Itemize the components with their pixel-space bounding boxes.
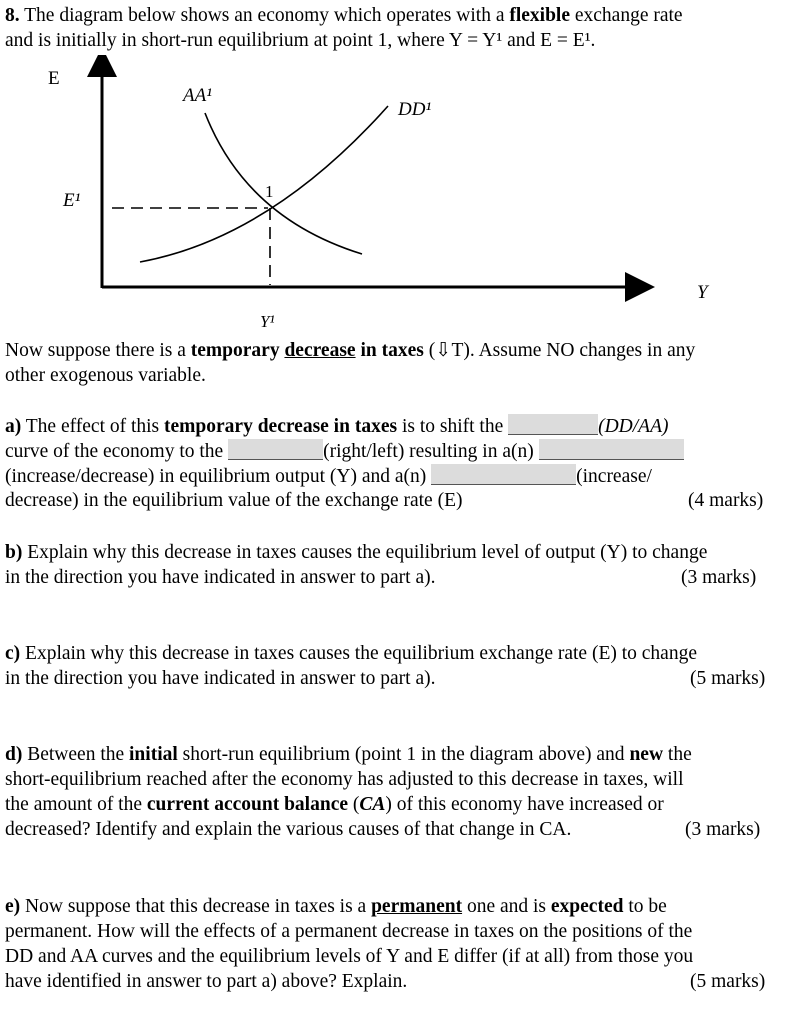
part-d-text: ) of this economy have increased or xyxy=(385,794,664,815)
part-e-marks: (5 marks) xyxy=(690,971,766,992)
part-a-line-3 xyxy=(5,464,652,489)
part-c-line-2: in the direction you have indicated in answer to part a). xyxy=(5,668,436,689)
part-d-line-3 xyxy=(5,793,664,817)
part-a-marks: (4 marks) xyxy=(688,490,764,511)
point-label: 1 xyxy=(265,182,274,201)
ca-bold-italic: CA xyxy=(359,794,386,815)
part-c-marks: (5 marks) xyxy=(690,668,766,689)
part-d-text: the amount of the xyxy=(5,794,147,815)
question-number: 8. xyxy=(5,5,20,26)
part-d-text: Between the xyxy=(22,744,130,765)
scenario-text: Now suppose there is a xyxy=(5,340,191,361)
in-taxes-bold: in taxes xyxy=(355,340,424,361)
part-a-bold: temporary decrease in taxes xyxy=(164,416,398,437)
temporary-bold: temporary xyxy=(190,340,280,361)
intro-text: exchange rate xyxy=(570,5,683,26)
part-a-text: curve of the economy to the xyxy=(5,441,229,462)
part-d-text: short-run equilibrium (point 1 in the diagram above) and xyxy=(177,744,630,765)
part-e-line-2: permanent. How will the effects of a permanent decrease in taxes on the positions of the xyxy=(5,921,693,942)
part-b-marks: (3 marks) xyxy=(681,567,757,588)
part-c-label: c) xyxy=(5,643,21,664)
decrease-bold-underline: decrease xyxy=(284,340,356,361)
part-d-text: ( xyxy=(348,794,360,815)
part-a-text: The effect of this xyxy=(21,416,165,437)
part-e-text: one and is xyxy=(462,896,551,917)
part-c-line-1 xyxy=(5,642,697,666)
answer-blank-exchange-rate[interactable] xyxy=(431,464,576,485)
part-b-line-1 xyxy=(5,541,707,565)
answer-blank-direction[interactable] xyxy=(228,439,323,460)
initial-bold: initial xyxy=(129,744,178,765)
part-e-line-3: DD and AA curves and the equilibrium levels of Y and E differ (if at all) from those you xyxy=(5,946,694,967)
y-axis-label: Y xyxy=(697,282,708,303)
answer-blank-output[interactable] xyxy=(539,439,684,460)
aa-label: AA¹ xyxy=(183,85,212,106)
scenario-line-1 xyxy=(5,339,695,363)
part-a-line-4: decrease) in the equilibrium value of the exchange rate (E) xyxy=(5,490,463,511)
e1-label: E¹ xyxy=(63,190,81,211)
answer-blank-curve[interactable] xyxy=(508,414,598,435)
part-a-line-2 xyxy=(5,439,684,464)
scenario-line-2: other exogenous variable. xyxy=(5,365,206,386)
part-a-text: (increase/ xyxy=(576,466,652,487)
e-axis-label: E xyxy=(48,68,60,89)
scenario-text: (⇩T). Assume NO changes in any xyxy=(423,340,696,361)
part-e-text: to be xyxy=(623,896,667,917)
part-a-text: (DD/AA) xyxy=(598,416,669,437)
part-a-line-1 xyxy=(5,414,669,439)
question-intro-line-1 xyxy=(5,4,683,28)
part-d-line-4: decreased? Identify and explain the various causes of that change in CA. xyxy=(5,819,572,840)
part-a-text: is to shift the xyxy=(397,416,509,437)
expected-bold: expected xyxy=(550,896,624,917)
current-account-bold: current account balance xyxy=(146,794,349,815)
intro-text: The diagram below shows an economy which operates with a xyxy=(19,5,510,26)
part-e-line-4: have identified in answer to part a) above? Explain. xyxy=(5,971,408,992)
part-e-text: Now suppose that this decrease in taxes is a xyxy=(20,896,372,917)
part-c-text: Explain why this decrease in taxes causes the equilibrium exchange rate (E) to change xyxy=(20,643,697,664)
part-d-label: d) xyxy=(5,744,23,765)
part-b-line-2: in the direction you have indicated in answer to part a). xyxy=(5,567,436,588)
part-a-label: a) xyxy=(5,416,22,437)
part-e-line-1 xyxy=(5,895,667,919)
dd-label: DD¹ xyxy=(398,99,432,120)
part-d-marks: (3 marks) xyxy=(685,819,761,840)
new-bold: new xyxy=(629,744,664,765)
part-d-line-1 xyxy=(5,743,692,767)
ad-aa-diagram xyxy=(0,55,802,385)
part-b-text: Explain why this decrease in taxes causes the equilibrium level of output (Y) to change xyxy=(22,542,708,563)
part-e-label: e) xyxy=(5,896,21,917)
part-a-text: (increase/decrease) in equilibrium output (Y) and a(n) xyxy=(5,466,432,487)
y1-label: Y¹ xyxy=(260,312,275,331)
dd-curve xyxy=(140,106,388,262)
part-d-line-2: short-equilibrium reached after the economy has adjusted to this decrease in taxes, will xyxy=(5,769,684,790)
permanent-bold-underline: permanent xyxy=(371,896,463,917)
part-a-text: (right/left) resulting in a(n) xyxy=(323,441,539,462)
question-intro-line-2: and is initially in short-run equilibrium at point 1, where Y = Y¹ and E = E¹. xyxy=(5,30,596,51)
part-b-label: b) xyxy=(5,542,23,563)
part-d-text: the xyxy=(663,744,692,765)
intro-bold: flexible xyxy=(509,5,570,26)
